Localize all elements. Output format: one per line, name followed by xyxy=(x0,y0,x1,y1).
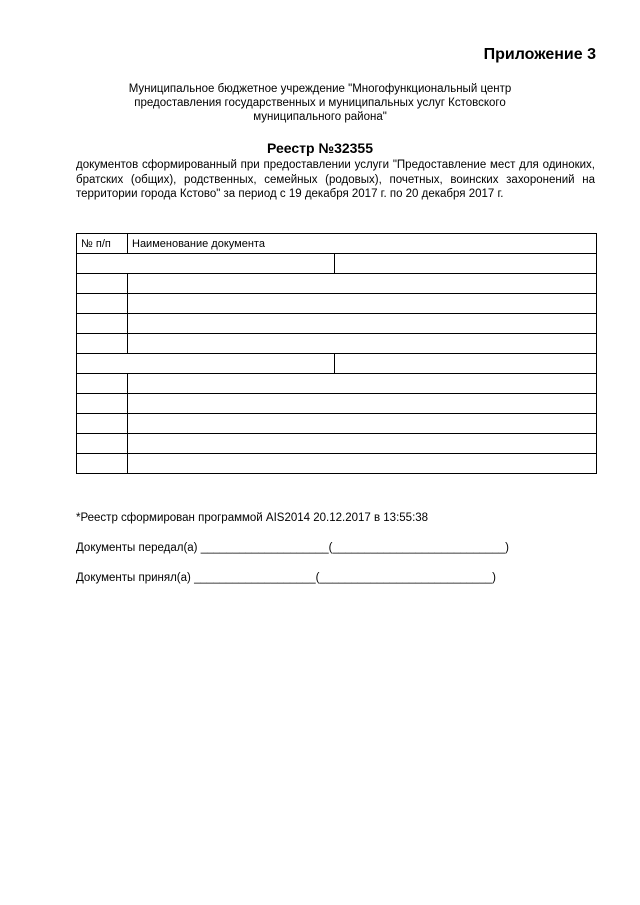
table-cell xyxy=(77,434,128,454)
registry-table xyxy=(76,233,597,474)
generation-note: *Реестр сформирован программой AIS2014 20.12.2017 в 13:55:38 xyxy=(76,512,429,524)
table-group-row xyxy=(77,354,597,374)
table-header-row xyxy=(77,234,597,254)
table-cell xyxy=(77,314,128,334)
table-cell xyxy=(128,414,597,434)
signature-received-line: Документы принял(а) ___________________(___________________________) xyxy=(76,572,496,584)
table-cell xyxy=(77,294,128,314)
table-cell xyxy=(77,394,128,414)
table-row xyxy=(77,314,597,334)
header-document-name: Наименование документа xyxy=(128,234,597,254)
table-row xyxy=(77,414,597,434)
table-cell xyxy=(77,454,128,474)
table-cell xyxy=(77,254,335,274)
table-cell xyxy=(335,254,597,274)
signature-received-label: Документы принял(а) xyxy=(76,572,191,584)
table-cell xyxy=(128,454,597,474)
organization-name: Муниципальное бюджетное учреждение "Многофункциональный центр предоставления государственных и муниципальных услуг Кстовского муниципального района" xyxy=(128,83,512,123)
table-cell xyxy=(77,374,128,394)
table-cell xyxy=(77,414,128,434)
registry-title: Реестр №32355 xyxy=(267,140,373,156)
table-cell xyxy=(335,354,597,374)
table-row xyxy=(77,294,597,314)
table-cell xyxy=(128,314,597,334)
table-cell xyxy=(128,274,597,294)
table-cell xyxy=(128,334,597,354)
table-row xyxy=(77,394,597,414)
table-group-row xyxy=(77,254,597,274)
table-cell xyxy=(77,334,128,354)
table-row xyxy=(77,434,597,454)
appendix-label: Приложение 3 xyxy=(483,46,596,63)
table-row xyxy=(77,454,597,474)
table-row xyxy=(77,274,597,294)
registry-description: документов сформированный при предоставлении услуги "Предоставление мест для одиноких, братских (общих), родственных, семейных (родовых), почетных, воинских захоронений на территории города Кстово" за период с 19 декабря 2017 г. по 20 декабря 2017 г. xyxy=(76,159,595,200)
header-number: № п/п xyxy=(77,234,128,254)
table-cell xyxy=(128,434,597,454)
table-cell xyxy=(128,374,597,394)
table-cell xyxy=(128,394,597,414)
signature-handed-line: Документы передал(а) ____________________(___________________________) xyxy=(76,542,509,554)
table-row xyxy=(77,334,597,354)
table-cell xyxy=(128,294,597,314)
table-row xyxy=(77,374,597,394)
table-cell xyxy=(77,354,335,374)
table-cell xyxy=(77,274,128,294)
signature-handed-label: Документы передал(а) xyxy=(76,542,198,554)
